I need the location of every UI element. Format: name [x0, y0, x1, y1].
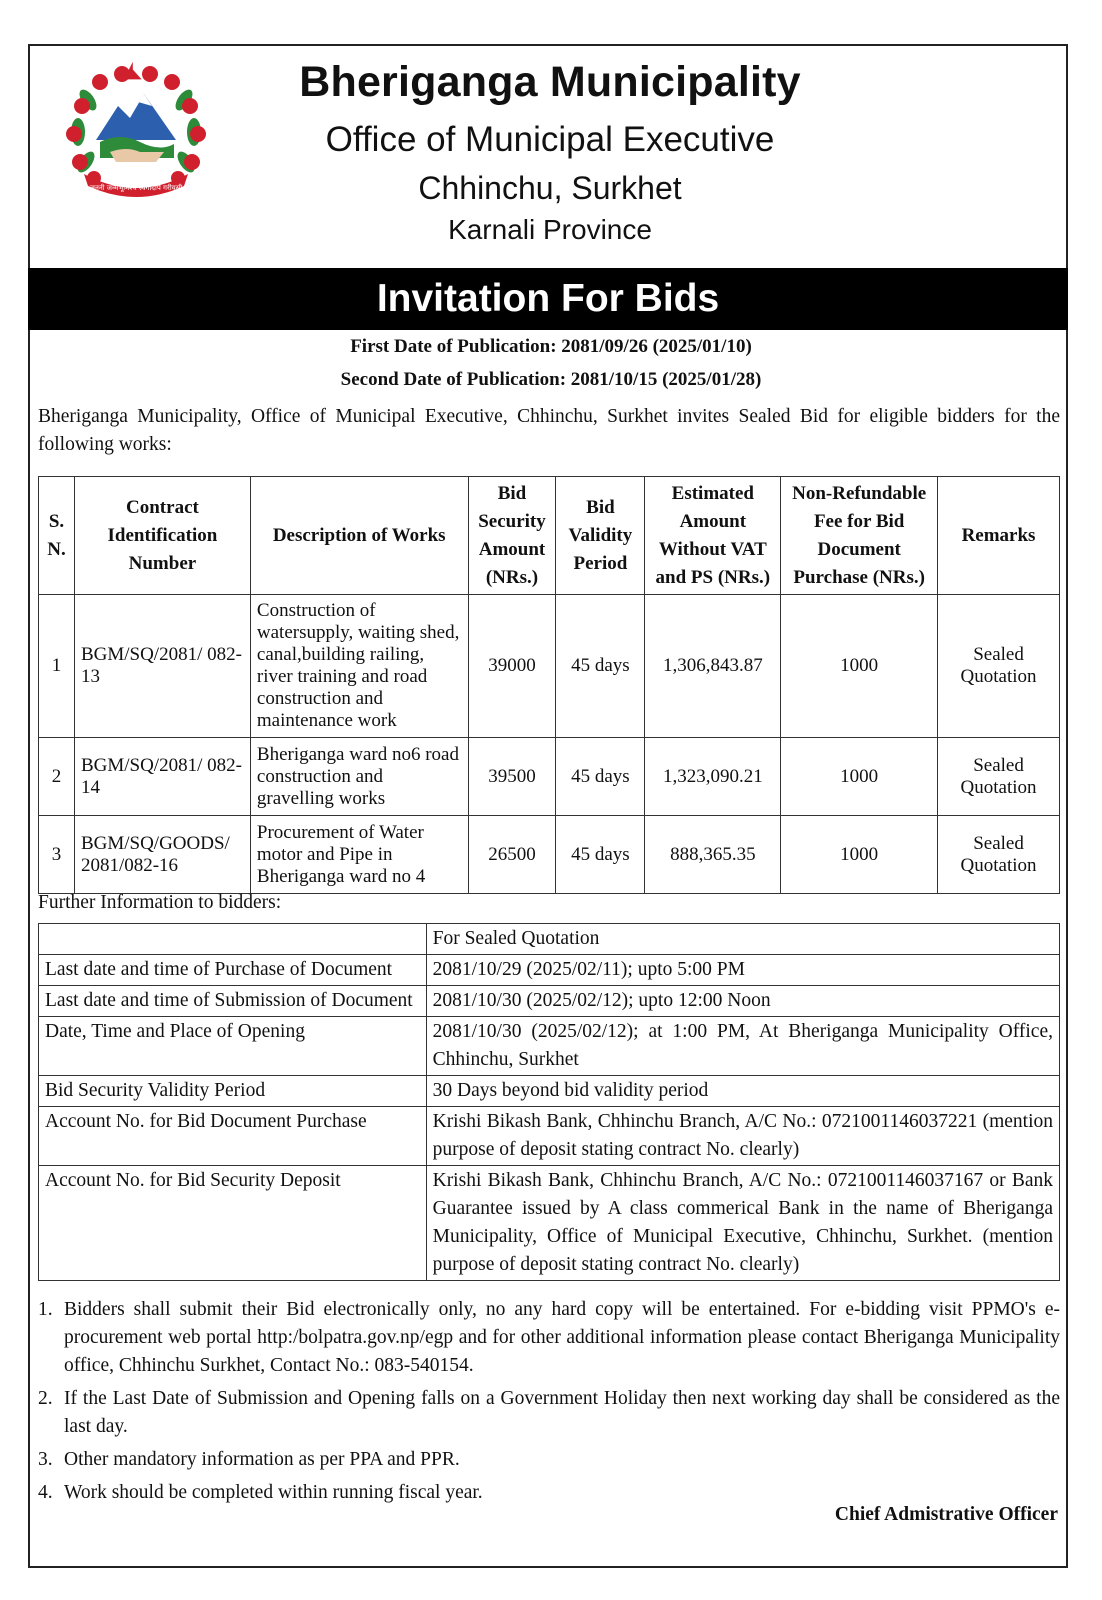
further-info-table [38, 923, 1060, 1281]
bids-table-header-row [39, 477, 1060, 595]
table-row [39, 986, 1060, 1017]
header-description: Description of Works [250, 477, 468, 595]
cell-bid-validity: 45 days [556, 595, 645, 738]
info-label: Account No. for Bid Security Deposit [39, 1166, 427, 1281]
first-publication-date: First Date of Publication: 2081/09/26 (2025/01/10) [350, 336, 752, 357]
cell-sn: 1 [39, 595, 75, 738]
office-name: Office of Municipal Executive [325, 120, 775, 159]
further-info-heading: Further Information to bidders: [38, 892, 282, 913]
list-item [38, 1296, 1060, 1380]
province-name: Karnali Province [448, 214, 652, 245]
note-number: 2. [38, 1388, 53, 1409]
table-row [39, 1017, 1060, 1076]
info-value: 2081/10/29 (2025/02/11); upto 5:00 PM [426, 955, 1059, 986]
cell-contract-id: BGM/SQ/2081/ 082-14 [74, 738, 250, 816]
cell-estimated-amount: 1,306,843.87 [645, 595, 781, 738]
table-row [39, 1166, 1060, 1281]
info-value: Krishi Bikash Bank, Chhinchu Branch, A/C No.: 0721001146037221 (mention purpose of deposit stating contract No. clearly) [426, 1107, 1059, 1166]
note-text: If the Last Date of Submission and Opening falls on a Government Holiday then next working day shall be considered as the last day. [64, 1388, 1060, 1437]
info-label: Date, Time and Place of Opening [39, 1017, 427, 1076]
cell-description: Procurement of Water motor and Pipe in Bheriganga ward no 4 [250, 816, 468, 894]
cell-sn: 3 [39, 816, 75, 894]
note-number: 4. [38, 1482, 53, 1503]
cell-bid-security: 26500 [468, 816, 556, 894]
note-number: 3. [38, 1449, 53, 1470]
table-row [39, 816, 1060, 894]
list-item [38, 1479, 1060, 1507]
cell-bid-security: 39000 [468, 595, 556, 738]
header-remarks: Remarks [938, 477, 1060, 595]
cell-sn: 2 [39, 738, 75, 816]
cell-estimated-amount: 1,323,090.21 [645, 738, 781, 816]
header-bid-security: Bid Security Amount (NRs.) [468, 477, 556, 595]
table-row [39, 924, 1060, 955]
cell-description: Bheriganga ward no6 road construction and gravelling works [250, 738, 468, 816]
bids-table [38, 476, 1060, 894]
office-location: Chhinchu, Surkhet [418, 170, 682, 206]
header-bid-validity: Bid Validity Period [556, 477, 645, 595]
note-text: Other mandatory information as per PPA and PPR. [64, 1449, 460, 1470]
cell-remarks: Sealed Quotation [938, 595, 1060, 738]
table-row [39, 595, 1060, 738]
notes-list [38, 1296, 1060, 1512]
cell-estimated-amount: 888,365.35 [645, 816, 781, 894]
cell-remarks: Sealed Quotation [938, 738, 1060, 816]
info-label: Last date and time of Purchase of Document [39, 955, 427, 986]
signature-title: Chief Admistrative Officer [834, 1504, 1058, 1525]
cell-contract-id: BGM/SQ/GOODS/ 2081/082-16 [74, 816, 250, 894]
note-number: 1. [38, 1299, 53, 1320]
cell-bid-validity: 45 days [556, 816, 645, 894]
notice-title-banner: Invitation For Bids [28, 268, 1068, 330]
cell-document-fee: 1000 [781, 738, 938, 816]
table-row [39, 1076, 1060, 1107]
header-sn: S. N. [39, 477, 75, 595]
header-contract-id: Contract Identification Number [74, 477, 250, 595]
emblem-ribbon-motto: जननी जन्मभूमिश्च स्वर्गादपि गरीयसी [89, 184, 183, 192]
cell-remarks: Sealed Quotation [938, 816, 1060, 894]
list-item [38, 1446, 1060, 1474]
municipality-name: Bheriganga Municipality [299, 58, 801, 106]
info-value: Krishi Bikash Bank, Chhinchu Branch, A/C No.: 0721001146037167 or Bank Guarantee issued by A class commerical Bank in the name of Bheriganga Municipality, Office of Municipal Executive, Chhinchu, Surkhet. (mention purpose of deposit stating contract No. clearly) [426, 1166, 1059, 1281]
second-publication-date: Second Date of Publication: 2081/10/15 (2025/01/28) [340, 369, 762, 390]
nepal-government-emblem-icon [60, 62, 212, 200]
cell-contract-id: BGM/SQ/2081/ 082-13 [74, 595, 250, 738]
cell-document-fee: 1000 [781, 816, 938, 894]
cell-bid-validity: 45 days [556, 738, 645, 816]
info-column-header: For Sealed Quotation [426, 924, 1059, 955]
info-value: 2081/10/30 (2025/02/12); at 1:00 PM, At Bheriganga Municipality Office, Chhinchu, Surkhet [426, 1017, 1059, 1076]
info-value: 30 Days beyond bid validity period [426, 1076, 1059, 1107]
header-document-fee: Non-Refundable Fee for Bid Document Purchase (NRs.) [781, 477, 938, 595]
info-label: Bid Security Validity Period [39, 1076, 427, 1107]
cell-description: Construction of watersupply, waiting shed, canal,building railing, river training and road construction and maintenance work [250, 595, 468, 738]
list-item [38, 1385, 1060, 1441]
cell-bid-security: 39500 [468, 738, 556, 816]
info-label: Last date and time of Submission of Document [39, 986, 427, 1017]
note-text: Bidders shall submit their Bid electronically only, no any hard copy will be entertained. For e-bidding visit PPMO's e-procurement web portal http:/bolpatra.gov.np/egp and for other additional information please contact Bheriganga Municipality office, Chhinchu Surkhet, Contact No.: 083-540154. [64, 1299, 1060, 1376]
info-value: 2081/10/30 (2025/02/12); upto 12:00 Noon [426, 986, 1059, 1017]
note-text: Work should be completed within running fiscal year. [64, 1482, 483, 1503]
intro-paragraph: Bheriganga Municipality, Office of Municipal Executive, Chhinchu, Surkhet invites Sealed Bid for eligible bidders for the following works: [38, 406, 1060, 455]
info-label [39, 924, 427, 955]
table-row [39, 955, 1060, 986]
table-row [39, 738, 1060, 816]
header-estimated-amount: Estimated Amount Without VAT and PS (NRs.) [645, 477, 781, 595]
cell-document-fee: 1000 [781, 595, 938, 738]
info-label: Account No. for Bid Document Purchase [39, 1107, 427, 1166]
table-row [39, 1107, 1060, 1166]
